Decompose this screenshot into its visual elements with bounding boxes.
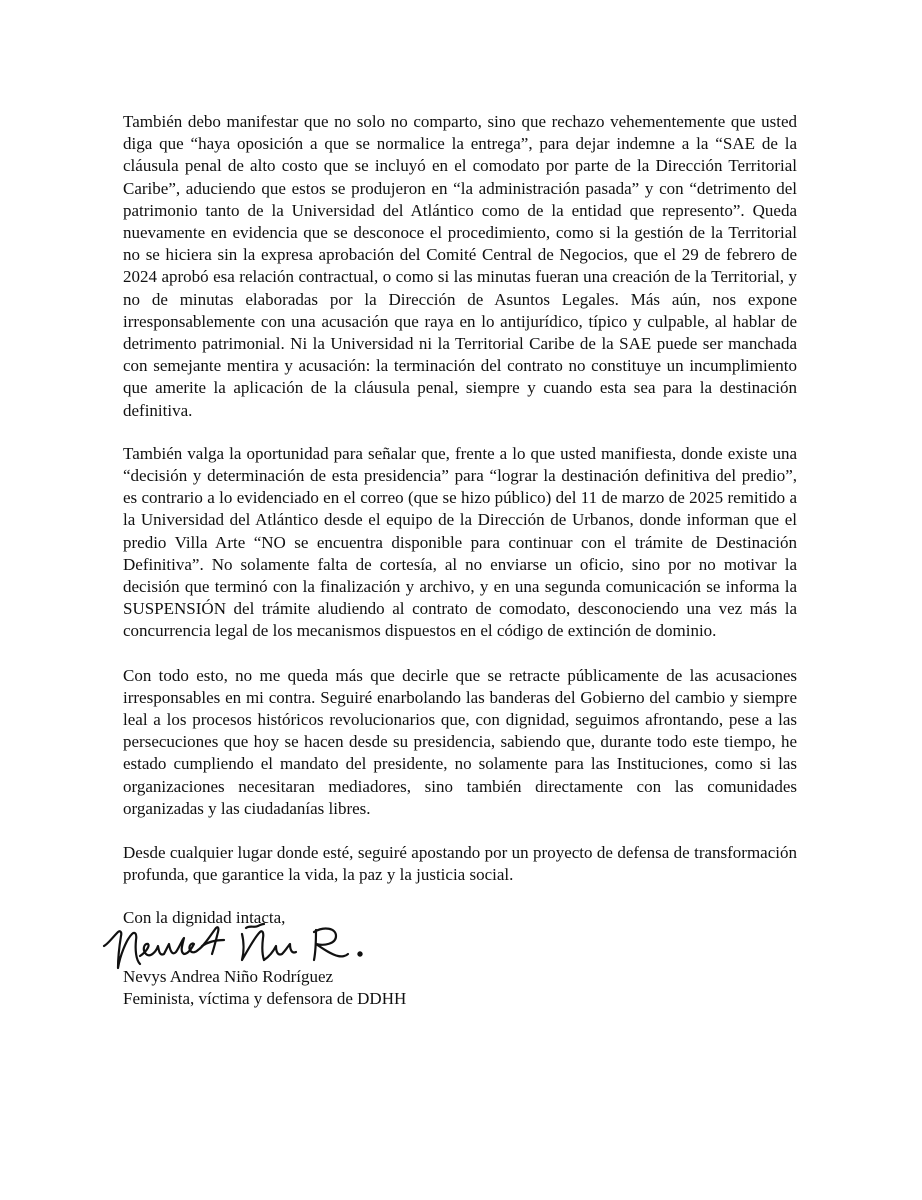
closing-line: Con la dignidad intacta, bbox=[123, 907, 286, 927]
signer-role: Feminista, víctima y defensora de DDHH bbox=[123, 989, 407, 1008]
paragraph-2: También valga la oportunidad para señalar que, frente a lo que usted manifiesta, donde existe una “decisión y determinación de esta presidencia” para “lograr la destinación definitiva del predio”, es contrario a lo evidenciado en el correo (que se hizo público) del 11 de marzo de 2025 remitido a la Universidad del Atlántico desde el equipo de la Dirección de Urbanos, donde informan que el predio Villa Arte “NO se encuentra disponible para continuar con el trámite de Destinación Definitiva”. No solamente falta de cortesía, al no enviarse un oficio, sino por no motivar la decisión que terminó con la finalización y archivo, y en una segunda comunicación se informa la SUSPENSIÓN del trámite aludiendo al contrato de comodato, desconociendo una vez más la concurrencia legal de los mecanismos dispuestos en el código de extinción de dominio. bbox=[123, 443, 797, 641]
paragraph-4: Desde cualquier lugar donde esté, seguiré apostando por un proyecto de defensa de transformación profunda, que garantice la vida, la paz y la justicia social. bbox=[123, 843, 797, 885]
paragraph-1: También debo manifestar que no solo no comparto, sino que rechazo vehementemente que usted diga que “haya oposición a que se normalice la entrega”, para dejar indemne a la “SAE de la cláusula penal de alto costo que se incluyó en el comodato por parte de la Dirección Territorial Caribe”, aduciendo que estos se produjeron en “la administración pasada” y con “detrimento del patrimonio tanto de la Universidad del Atlántico como de la entidad que represento”. Queda nuevamente en evidencia que se desconoce el procedimiento, como si la gestión de la Territorial no se hiciera sin la expresa aprobación del Comité Central de Negocios, que el 29 de febrero de 2024 aprobó esa relación contractual, o como si las minutas fueran una creación de la Territorial, y no de minutas elaboradas por la Dirección de Asuntos Legales. Más aún, nos expone irresponsablemente con una acusación que raya en lo antijurídico, típico y culpable, al hablar de detrimento patrimonial. Ni la Universidad ni la Territorial Caribe de la SAE puede ser manchada con semejante mentira y acusación: la terminación del contrato no constituye un incumplimiento que amerite la aplicación de la cláusula penal, siempre y cuando esta sea para la destinación definitiva. bbox=[123, 112, 797, 420]
paragraph-3: Con todo esto, no me queda más que decirle que se retracte públicamente de las acusaciones irresponsables en mi contra. Seguiré enarbolando las banderas del Gobierno del cambio y siempre leal a los procesos históricos revolucionarios que, con dignidad, seguimos afrontando, pese a las persecuciones que hoy se hacen desde su presidencia, sabiendo que, durante todo este tiempo, he estado cumpliendo el mandato del presidente, no solamente para las Instituciones, como si las organizaciones necesitaran mediadores, sino también directamente con las comunidades organizadas y las ciudadanías libres. bbox=[123, 665, 797, 818]
letter-body bbox=[123, 111, 797, 929]
signer-name: Nevys Andrea Niño Rodríguez bbox=[123, 967, 334, 986]
